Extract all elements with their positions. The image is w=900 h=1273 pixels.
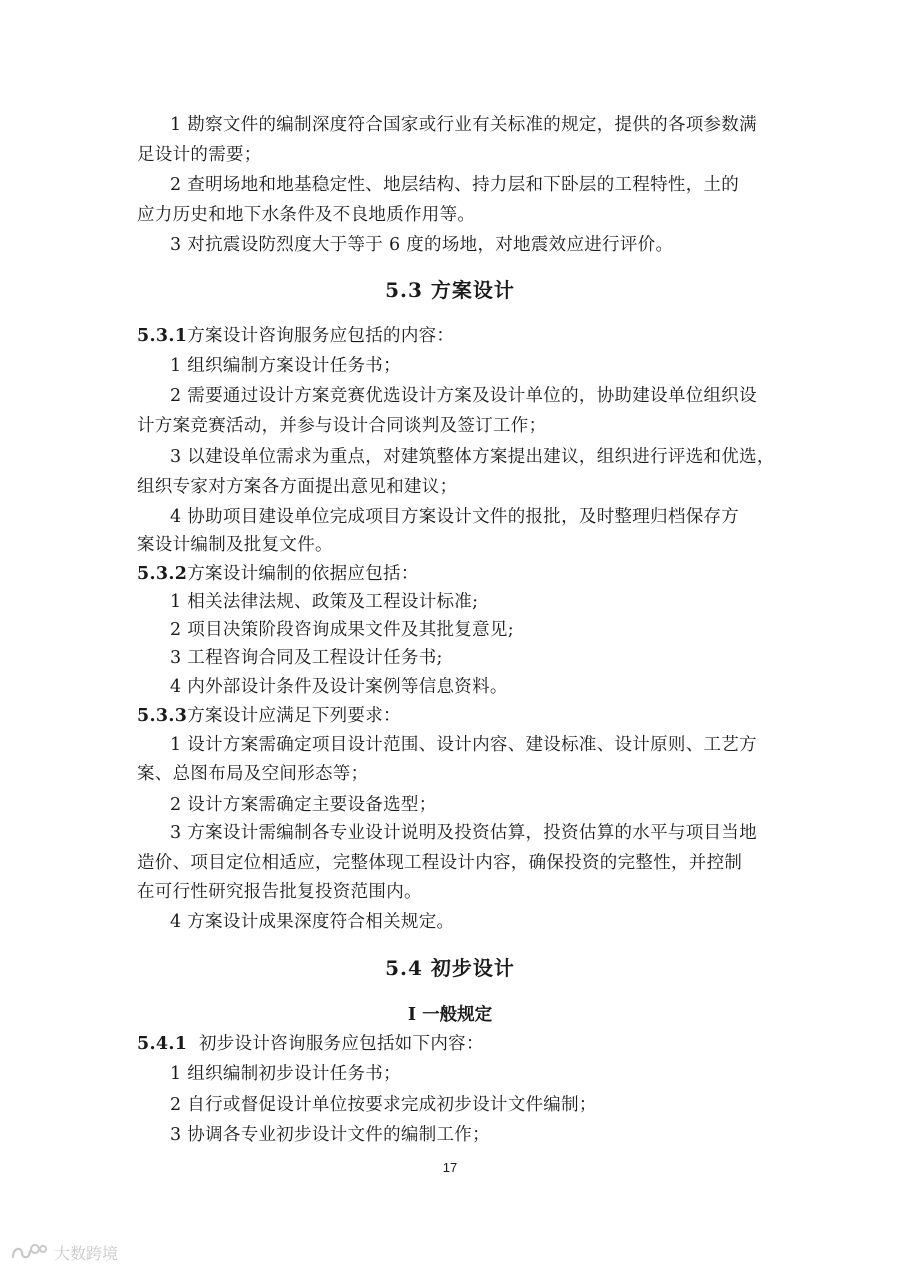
watermark-text: 大数跨境 — [54, 1243, 119, 1263]
section-5-4-title: 5.4 初步设计 — [385, 956, 515, 980]
s533-item-3a: 3 方案设计需编制各专业设计说明及投资估算，投资估算的水平与项目当地 — [170, 823, 757, 843]
clause-5-3-3 — [137, 704, 401, 728]
clause-number: 5.3.2 — [137, 564, 188, 584]
clause-number: 5.3.1 — [137, 326, 188, 346]
clause-number: 5.3.3 — [137, 706, 188, 726]
clause-5-3-1 — [137, 324, 454, 348]
s533-item-4: 4 方案设计成果深度符合相关规定。 — [170, 912, 455, 932]
watermark-logo-icon — [10, 1241, 48, 1263]
s531-item-4b: 案设计编制及批复文件。 — [137, 535, 333, 555]
s531-item-3a: 3 以建设单位需求为重点，对建筑整体方案提出建议，组织进行评选和优选， — [170, 447, 775, 467]
clause-text: 方案设计应满足下列要求： — [187, 706, 401, 726]
page-number: 17 — [442, 1160, 458, 1175]
s533-item-1b: 案、总图布局及空间形态等； — [137, 764, 369, 784]
s532-item-1: 1 相关法律法规、政策及工程设计标准; — [170, 592, 479, 612]
s541-item-1: 1 组织编制初步设计任务书； — [170, 1064, 401, 1084]
s541-item-2: 2 自行或督促设计单位按要求完成初步设计文件编制； — [170, 1095, 597, 1115]
s541-item-3: 3 协调各专业初步设计文件的编制工作； — [170, 1125, 490, 1145]
intro-line-5: 3 对抗震设防烈度大于等于 6 度的场地，对地震效应进行评价。 — [170, 235, 674, 255]
s532-item-3: 3 工程咨询合同及工程设计任务书; — [170, 648, 443, 668]
s533-item-3c: 在可行性研究报告批复投资范围内。 — [137, 882, 422, 902]
clause-5-3-2 — [137, 562, 419, 586]
section-5-3-title: 5.3 方案设计 — [385, 278, 515, 302]
clause-text: 方案设计咨询服务应包括的内容： — [187, 326, 455, 346]
s533-item-3b: 造价、项目定位相适应，完整体现工程设计内容，确保投资的完整性，并控制 — [137, 853, 743, 873]
intro-line-3: 2 查明场地和地基稳定性、地层结构、持力层和下卧层的工程特性，土的 — [170, 175, 740, 195]
clause-text: 方案设计编制的依据应包括： — [187, 564, 419, 584]
s533-item-2: 2 设计方案需确定主要设备选型； — [170, 795, 437, 815]
clause-5-4-1 — [137, 1032, 484, 1056]
s532-item-4: 4 内外部设计条件及设计案例等信息资料。 — [170, 677, 508, 697]
s531-item-3b: 组织专家对方案各方面提出意见和建议； — [137, 477, 458, 497]
intro-line-1: 1 勘察文件的编制深度符合国家或行业有关标准的规定，提供的各项参数满 — [170, 115, 757, 135]
s531-item-2b: 计方案竞赛活动，并参与设计合同谈判及签订工作； — [137, 416, 547, 436]
subsection-general: I 一般规定 — [407, 1005, 493, 1025]
s531-item-4a: 4 协助项目建设单位完成项目方案设计文件的报批，及时整理归档保存方 — [170, 507, 740, 527]
s532-item-2: 2 项目决策阶段咨询成果文件及其批复意见; — [170, 620, 514, 640]
watermark — [10, 1240, 118, 1264]
s533-item-1a: 1 设计方案需确定项目设计范围、设计内容、建设标准、设计原则、工艺方 — [170, 735, 757, 755]
intro-line-2: 足设计的需要； — [137, 145, 262, 165]
clause-text: 初步设计咨询服务应包括如下内容： — [198, 1034, 484, 1054]
s531-item-1: 1 组织编制方案设计任务书； — [170, 356, 401, 376]
s531-item-2a: 2 需要通过设计方案竞赛优选设计方案及设计单位的，协助建设单位组织设 — [170, 386, 757, 406]
intro-line-4: 应力历史和地下水条件及不良地质作用等。 — [137, 205, 476, 225]
clause-number: 5.4.1 — [137, 1034, 188, 1054]
